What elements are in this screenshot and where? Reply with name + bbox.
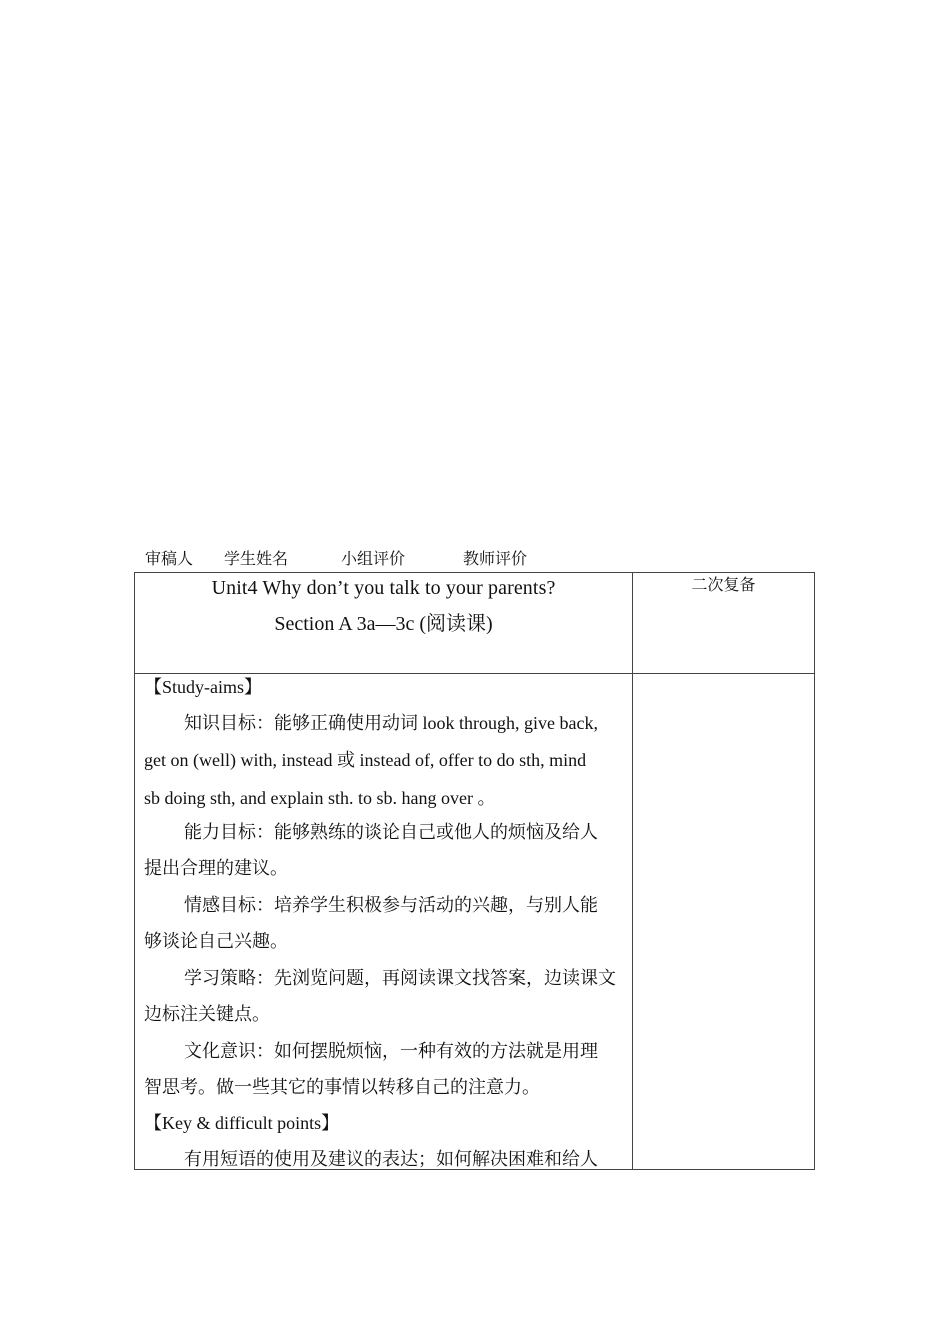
title-cell (135, 573, 632, 673)
lesson-title: Unit4 Why don’t you talk to your parents? (211, 577, 556, 599)
paragraph-line: 能力目标：能够熟练的谈论自己或他人的烦恼及给人 (184, 822, 598, 842)
reviewer-label: 审稿人 (145, 551, 194, 568)
student-name-label: 学生姓名 (224, 551, 289, 568)
side-header: 二次复备 (691, 577, 756, 594)
section-heading-key-points: 【Key & difficult points】 (144, 1113, 340, 1133)
paragraph-line: 文化意识：如何摆脱烦恼，一种有效的方法就是用理 (184, 1041, 598, 1061)
paragraph-line: get on (well) with, instead 或 instead of, offer to do sth, mind (144, 750, 587, 770)
paragraph-line: 边标注关键点。 (144, 1004, 270, 1024)
paragraph-line: sb doing sth, and explain sth. to sb. hang over 。 (144, 788, 496, 808)
content-cell (135, 674, 632, 1170)
paragraph-line: 提出合理的建议。 (144, 858, 288, 878)
paragraph-line: 情感目标：培养学生积极参与活动的兴趣，与别人能 (184, 895, 598, 915)
side-header-cell (633, 573, 814, 673)
lesson-subtitle: Section A 3a—3c (阅读课) (274, 613, 493, 635)
paragraph-line: 够谈论自己兴趣。 (144, 931, 288, 951)
paragraph-line: 学习策略：先浏览问题，再阅读课文找答案，边读课文 (184, 968, 616, 988)
paragraph-line: 知识目标：能够正确使用动词 look through, give back, (184, 713, 598, 733)
section-heading-study-aims: 【Study-aims】 (144, 677, 263, 697)
paragraph-line: 有用短语的使用及建议的表达；如何解决困难和给人 (184, 1149, 598, 1169)
group-eval-label: 小组评价 (341, 551, 406, 568)
paragraph-line: 智思考。做一些其它的事情以转移自己的注意力。 (144, 1077, 540, 1097)
lesson-table (134, 572, 815, 1170)
teacher-eval-label: 教师评价 (463, 551, 528, 568)
